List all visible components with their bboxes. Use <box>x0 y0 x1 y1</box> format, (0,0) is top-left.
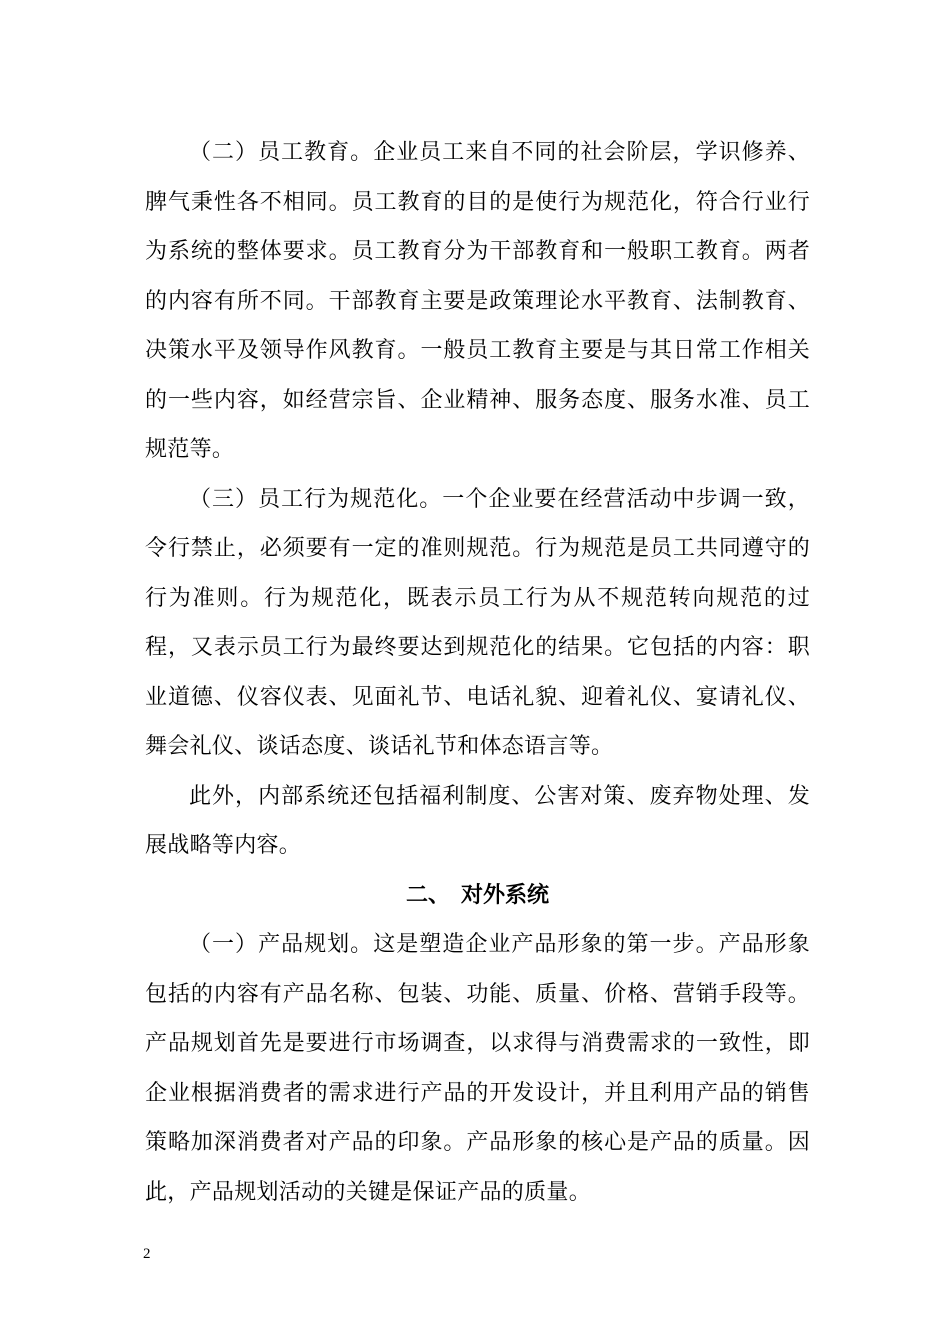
document-body <box>145 128 810 1217</box>
paragraph-employee-education: （二）员工教育。企业员工来自不同的社会阶层，学识修养、脾气秉性各不相同。员工教育的目的是使行为规范化，符合行业行为系统的整体要求。员工教育分为干部教育和一般职工教育。两者的内容有所不同。干部教育主要是政策理论水平教育、法制教育、决策水平及领导作风教育。一般员工教育主要是与其日常工作相关的一些内容，如经营宗旨、企业精神、服务态度、服务水准、员工规范等。 <box>145 140 810 462</box>
paragraph-behavior-standardization: （三）员工行为规范化。一个企业要在经营活动中步调一致，令行禁止，必须要有一定的准则规范。行为规范是员工共同遵守的行为准则。行为规范化，既表示员工行为从不规范转向规范的过程，又表示员工行为最终要达到规范化的结果。它包括的内容：职业道德、仪容仪表、见面礼节、电话礼貌、迎着礼仪、宴请礼仪、舞会礼仪、谈话态度、谈话礼节和体态语言等。 <box>145 486 810 759</box>
section-heading: 二、 对外系统 <box>405 882 549 908</box>
paragraph-internal-system-other: 此外，内部系统还包括福利制度、公害对策、废弃物处理、发展战略等内容。 <box>145 783 810 858</box>
paragraph-product-planning: （一）产品规划。这是塑造企业产品形象的第一步。产品形象包括的内容有产品名称、包装、功能、质量、价格、营销手段等。产品规划首先是要进行市场调查，以求得与消费需求的一致性，即企业根据消费者的需求进行产品的开发设计，并且利用产品的销售策略加深消费者对产品的印象。产品形象的核心是产品的质量。因此，产品规划活动的关键是保证产品的质量。 <box>145 932 810 1205</box>
page-number: 2 <box>143 1246 151 1262</box>
